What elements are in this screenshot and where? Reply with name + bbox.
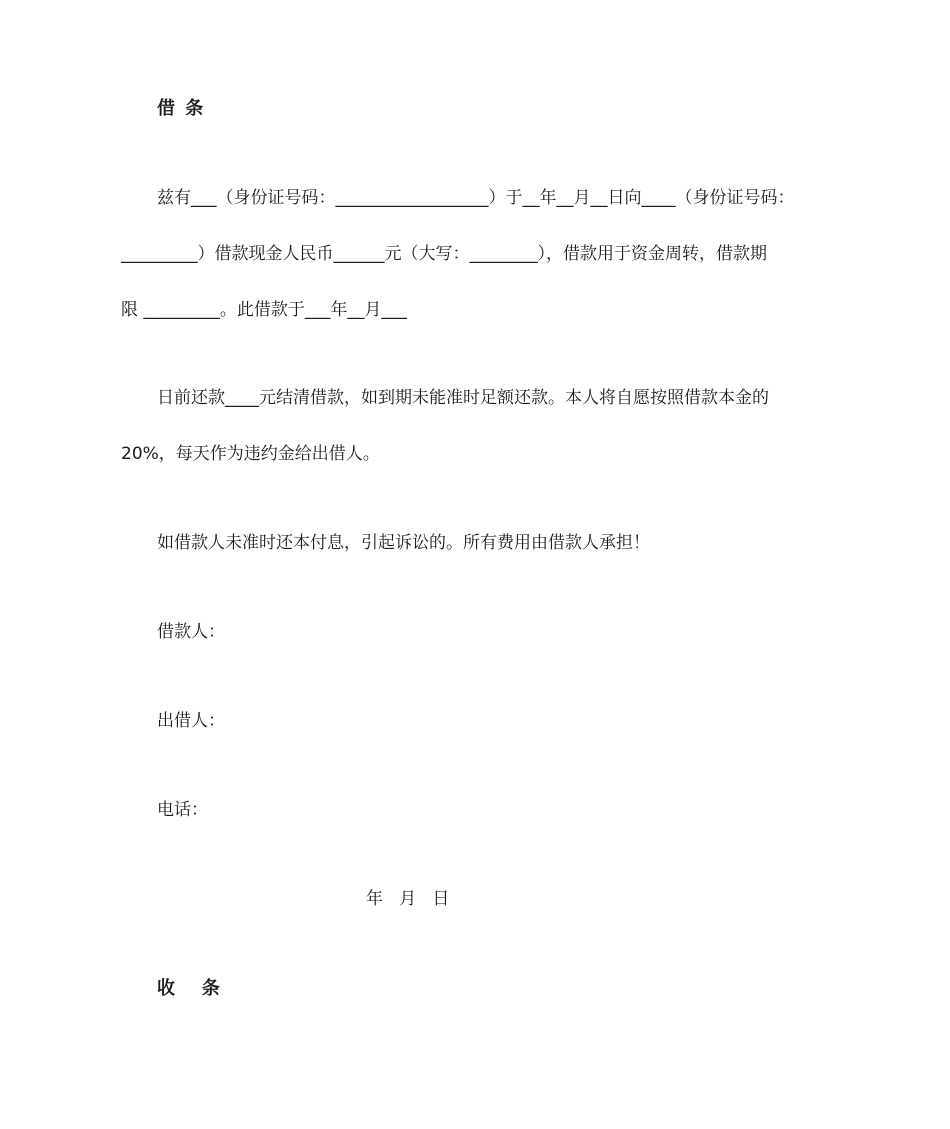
lender-label: 出借人： bbox=[157, 711, 225, 731]
loan-note-paragraph-1-line-2: _________）借款现金人民币______元（大写：________），借款用于资金周转，借款期 bbox=[121, 244, 767, 264]
receipt-title: 收 条 bbox=[157, 978, 222, 999]
loan-note-paragraph-2-line-1: 日前还款____元结清借款，如到期未能准时足额还款。本人将自愿按照借款本金的 bbox=[157, 388, 769, 408]
loan-note-paragraph-2-line-2: 20%，每天作为违约金给出借人。 bbox=[121, 444, 380, 464]
borrower-label: 借款人： bbox=[157, 622, 225, 642]
loan-note-paragraph-1-line-1: 兹有___（身份证号码：__________________）于__年__月__日向____（身份证号码： bbox=[157, 188, 795, 208]
phone-label: 电话： bbox=[157, 800, 208, 820]
date-line: 年 月 日 bbox=[366, 889, 450, 909]
loan-note-paragraph-1-line-3: 限 _________。此借款于___年__月___ bbox=[121, 300, 407, 320]
loan-note-title: 借 条 bbox=[157, 98, 206, 119]
loan-note-paragraph-3: 如借款人未准时还本付息，引起诉讼的。所有费用由借款人承担！ bbox=[157, 533, 650, 553]
